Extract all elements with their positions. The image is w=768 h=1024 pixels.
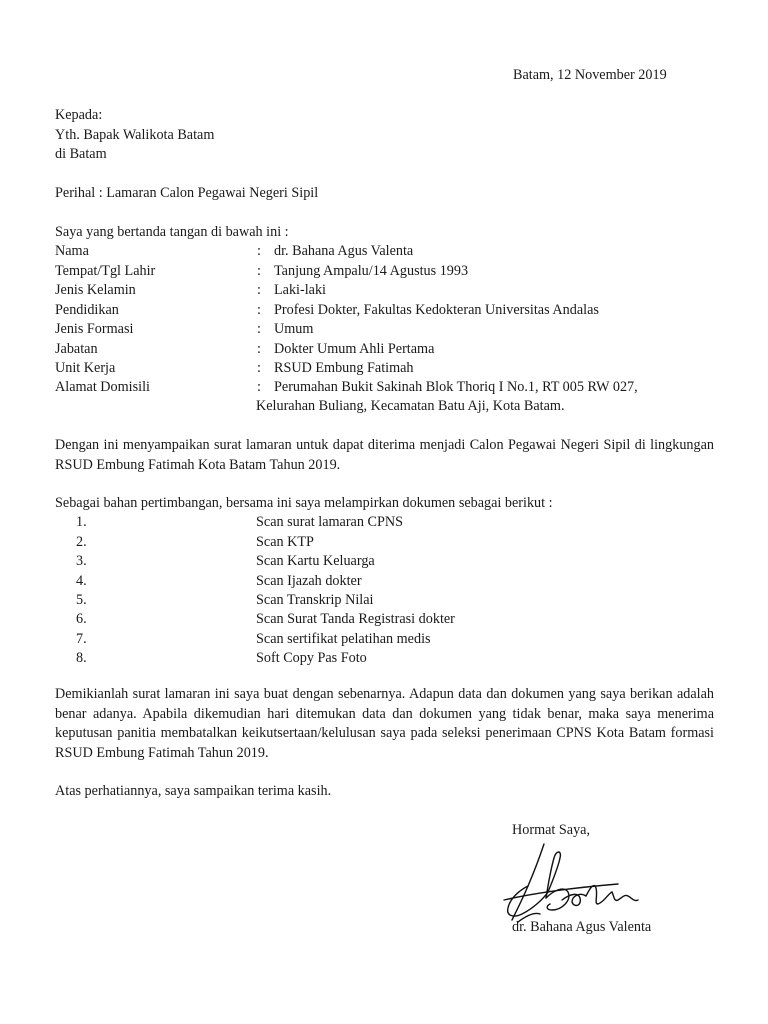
list-item-number: 5. [76,592,87,608]
field-colon: : [257,262,261,279]
closing-paragraph: Demikianlah surat lamaran ini saya buat dengan sebenarnya. Adapun data dan dokumen yang saya berikan adalah benar adanya. Apabila dikemudian hari ditemukan data dan dokumen yang tidak benar, maka saya menerima keputusan panitia membatalkan keikutsertaan/kelulusan saya pada seleksi penerimaan CPNS Kota Batam formasi RSUD Embung Fatimah Tahun 2019. [55,686,714,761]
list-item-number: 1. [76,514,87,530]
attachments-intro: Sebagai bahan pertimbangan, bersama ini saya melampirkan dokumen sebagai berikut : [55,495,553,511]
list-item-text: Scan KTP [256,533,314,550]
field-value: Dokter Umum Ahli Pertama [274,340,435,357]
recipient-greeting: Kepada: [55,107,103,123]
list-item-text: Scan Transkrip Nilai [256,592,374,608]
field-label: Unit Kerja [55,360,116,376]
field-label: Tempat/Tgl Lahir [55,262,156,279]
field-value: Perumahan Bukit Sakinah Blok Thoriq I No.1, RT 005 RW 027, [274,379,638,395]
list-item-text: Scan Ijazah dokter [256,572,362,589]
field-colon: : [257,243,261,259]
list-item-text: Scan Surat Tanda Registrasi dokter [256,611,455,627]
thanks-line: Atas perhatiannya, saya sampaikan terima kasih. [55,783,332,799]
field-value: Laki-laki [274,282,326,298]
purpose-paragraph: Dengan ini menyampaikan surat lamaran untuk dapat diterima menjadi Calon Pegawai Negeri Sipil di lingkungan RSUD Embung Fatimah Kota Batam Tahun 2019. [55,437,714,473]
list-item-text: Soft Copy Pas Foto [256,650,367,666]
field-colon: : [257,360,261,376]
recipient-location: di Batam [55,146,107,162]
recipient-block [55,106,214,165]
list-item-text: Scan sertifikat pelatihan medis [256,630,431,647]
intro-line: Saya yang bertanda tangan di bawah ini : [55,224,289,240]
field-label: Jenis Kelamin [55,282,136,298]
letter-subject: Perihal : Lamaran Calon Pegawai Negeri Sipil [55,185,319,201]
list-item-number: 8. [76,650,87,666]
field-colon: : [257,321,261,337]
closing-salutation: Hormat Saya, [512,822,591,838]
list-item-number: 4. [76,572,87,589]
field-colon: : [257,379,261,395]
field-label: Nama [55,243,89,259]
list-item-number: 2. [76,533,87,550]
list-item-number: 7. [76,630,87,647]
list-item-number: 6. [76,611,87,627]
field-value: RSUD Embung Fatimah [274,360,414,376]
field-colon: : [257,340,261,357]
recipient-name: Yth. Bapak Walikota Batam [55,126,215,143]
field-value: Umum [274,321,314,337]
field-value: dr. Bahana Agus Valenta [274,243,414,259]
letter-date: Batam, 12 November 2019 [513,67,667,83]
list-item-text: Scan Kartu Keluarga [256,553,375,569]
address-continued: Kelurahan Buliang, Kecamatan Batu Aji, Kota Batam. [256,398,565,414]
field-value: Profesi Dokter, Fakultas Kedokteran Universitas Andalas [274,301,599,318]
signer-name: dr. Bahana Agus Valenta [512,919,652,935]
field-colon: : [257,282,261,298]
field-value: Tanjung Ampalu/14 Agustus 1993 [274,262,469,279]
field-label: Pendidikan [55,301,119,318]
field-label: Jabatan [55,340,98,357]
list-item-number: 3. [76,553,87,569]
field-label: Alamat Domisili [55,379,150,395]
field-label: Jenis Formasi [55,321,134,337]
field-colon: : [257,301,261,318]
list-item-text: Scan surat lamaran CPNS [256,514,403,530]
